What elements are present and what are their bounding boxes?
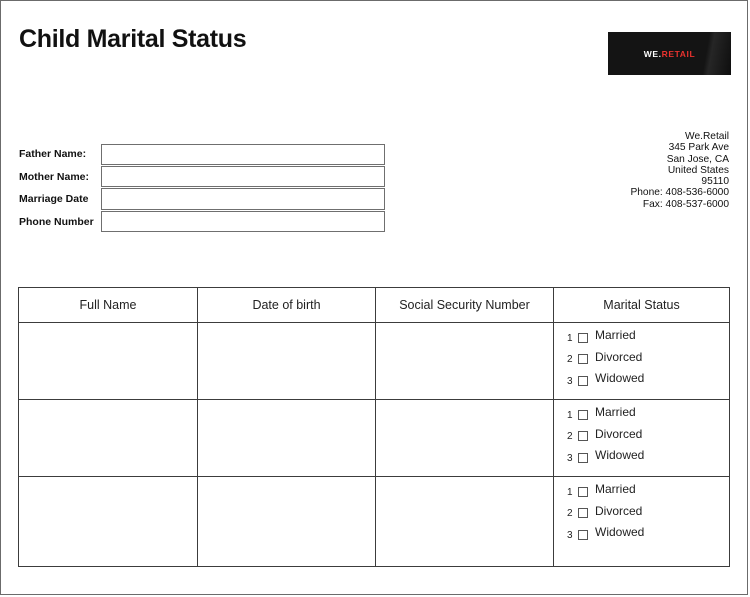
father-name-label: Father Name: <box>19 148 87 161</box>
address-country: United States <box>667 164 729 176</box>
row1-full-name-cell[interactable] <box>19 323 198 400</box>
divorced-label: Divorced <box>595 349 643 364</box>
option-number: 3 <box>567 452 573 464</box>
marriage-date-row <box>19 188 385 211</box>
phone-number-label: Phone Number <box>19 215 94 228</box>
row2-full-name-cell[interactable] <box>19 400 198 477</box>
marriage-date-field[interactable] <box>101 188 385 210</box>
divorced-label: Divorced <box>595 426 643 441</box>
address-zip: 95110 <box>701 176 729 188</box>
widowed-label: Widowed <box>595 371 645 386</box>
header-date-of-birth: Date of birth <box>198 288 376 323</box>
address-fax: Fax: 408-537-6000 <box>642 198 729 210</box>
widowed-label: Widowed <box>595 525 645 540</box>
divorced-option[interactable] <box>567 348 729 370</box>
married-option[interactable] <box>567 480 729 502</box>
phone-number-row <box>19 211 385 234</box>
divorced-label: Divorced <box>595 503 643 518</box>
marriage-date-label: Marriage Date <box>19 193 89 206</box>
row2-ssn-cell[interactable] <box>376 400 554 477</box>
option-number: 2 <box>567 431 573 443</box>
married-checkbox[interactable] <box>578 410 588 420</box>
married-option[interactable] <box>567 403 729 425</box>
father-name-field[interactable] <box>101 144 385 166</box>
company-logo <box>608 32 731 75</box>
header-full-name: Full Name <box>19 288 198 323</box>
widowed-option[interactable] <box>567 369 729 391</box>
married-checkbox[interactable] <box>578 333 588 343</box>
option-number: 3 <box>567 529 573 541</box>
married-label: Married <box>595 482 636 497</box>
married-label: Married <box>595 405 636 420</box>
row3-marital-status-cell <box>554 477 729 566</box>
widowed-label: Widowed <box>595 448 645 463</box>
divorced-checkbox[interactable] <box>578 354 588 364</box>
address-company: We.Retail <box>685 131 729 142</box>
page-title: Child Marital Status <box>19 25 247 53</box>
row1-date-of-birth-cell[interactable] <box>198 323 376 400</box>
row3-full-name-cell[interactable] <box>19 477 198 566</box>
row1-ssn-cell[interactable] <box>376 323 554 400</box>
married-checkbox[interactable] <box>578 487 588 497</box>
option-number: 3 <box>567 375 573 387</box>
father-name-row <box>19 143 385 166</box>
header-marital-status: Marital Status <box>554 288 729 323</box>
married-label: Married <box>595 328 636 343</box>
option-number: 2 <box>567 508 573 520</box>
row1-marital-status-cell <box>554 323 729 400</box>
address-city: San Jose, CA <box>666 153 729 165</box>
header-ssn: Social Security Number <box>376 288 554 323</box>
option-number: 1 <box>567 486 573 498</box>
mother-name-field[interactable] <box>101 166 385 188</box>
mother-name-label: Mother Name: <box>19 170 90 183</box>
logo-text-main: WE. <box>643 48 662 59</box>
row2-date-of-birth-cell[interactable] <box>198 400 376 477</box>
company-address <box>630 131 729 210</box>
option-number: 2 <box>567 354 573 366</box>
logo-text-accent: RETAIL <box>661 48 696 59</box>
row2-marital-status-cell <box>554 400 729 477</box>
divorced-option[interactable] <box>567 425 729 447</box>
divorced-option[interactable] <box>567 502 729 524</box>
divorced-checkbox[interactable] <box>578 508 588 518</box>
married-option[interactable] <box>567 326 729 348</box>
widowed-option[interactable] <box>567 523 729 545</box>
phone-number-field[interactable] <box>101 211 385 233</box>
widowed-option[interactable] <box>567 446 729 468</box>
children-table <box>18 287 730 567</box>
mother-name-row <box>19 166 385 189</box>
row3-date-of-birth-cell[interactable] <box>198 477 376 566</box>
widowed-checkbox[interactable] <box>578 530 588 540</box>
address-phone: Phone: 408-536-6000 <box>630 187 729 199</box>
option-number: 1 <box>567 409 573 421</box>
widowed-checkbox[interactable] <box>578 376 588 386</box>
widowed-checkbox[interactable] <box>578 453 588 463</box>
row3-ssn-cell[interactable] <box>376 477 554 566</box>
divorced-checkbox[interactable] <box>578 431 588 441</box>
option-number: 1 <box>567 332 573 344</box>
parent-info-section <box>19 143 385 233</box>
address-street: 345 Park Ave <box>668 142 729 154</box>
